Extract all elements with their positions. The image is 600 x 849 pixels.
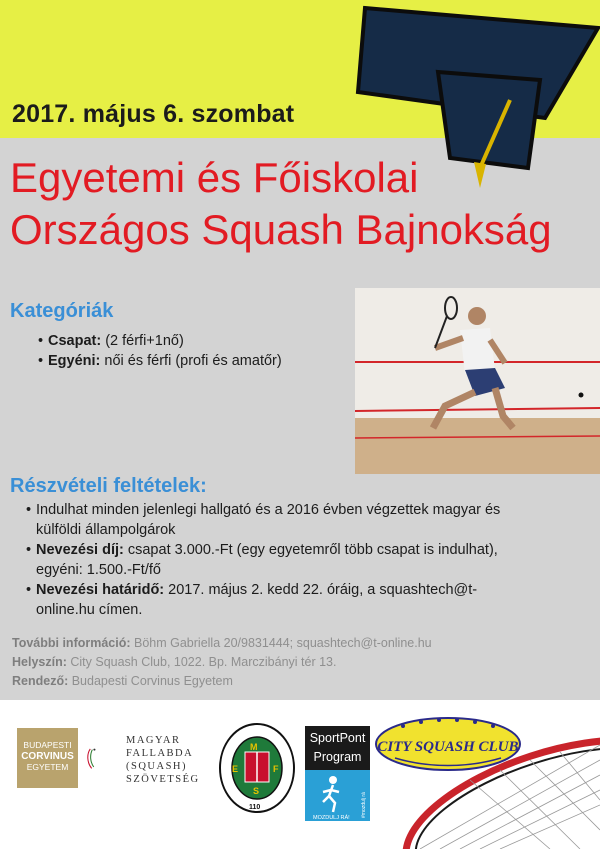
list-item: • Nevezési határidő: 2017. május 2. kedd 22. óráig, a squashtech@t-online.hu címen.	[26, 580, 526, 620]
sponsor-footer	[0, 700, 600, 849]
seal-letter-s: S	[253, 786, 260, 796]
categories-heading: Kategóriák	[10, 300, 114, 322]
city-club-text: CITY SQUASH CLUB	[377, 739, 519, 755]
mfsz-line-3: (SQUASH)	[126, 761, 188, 772]
corvinus-line-3: EGYETEM	[26, 762, 69, 772]
sportpont-line-2: Program	[313, 750, 362, 764]
running-figure-icon	[305, 770, 370, 821]
sportpont-hashtag: #mozdulj rá	[361, 792, 367, 818]
sportpont-title	[305, 726, 370, 770]
organizer-line: Rendező: Budapesti Corvinus Egyetem	[12, 674, 233, 688]
seal-number: 110	[249, 804, 261, 811]
venue-line: Helyszín: City Squash Club, 1022. Bp. Marczibányi tér 13.	[12, 655, 337, 669]
event-date: 2017. május 6. szombat	[12, 100, 295, 128]
title-line-1: Egyetemi és Főiskolai	[10, 154, 419, 201]
mfsz-line-1: MAGYAR	[126, 735, 181, 746]
seal-letter-e: E	[232, 764, 239, 774]
categories-list	[38, 331, 348, 371]
list-item: • Indulhat minden jelenlegi hallgató és a 2016 évben végzettek magyar és külföldi állampolgárok	[26, 500, 526, 540]
more-info-line: További információ: Böhm Gabriella 20/9831444; squashtech@t-online.hu	[12, 636, 432, 650]
corvinus-logo	[17, 728, 78, 788]
corvinus-line-2: CORVINUS	[21, 751, 74, 762]
corvinus-line-1: BUDAPESTI	[23, 740, 72, 750]
mfsz-logo-text	[126, 734, 200, 786]
mfsz-swoosh-icon	[84, 724, 124, 794]
sportpont-line-1: SportPont	[309, 731, 366, 745]
list-item: • Csapat: (2 férfi+1nő)	[38, 331, 348, 351]
squash-player-photo	[355, 288, 600, 474]
seal-letter-m: M	[250, 742, 258, 752]
city-squash-club-logo	[373, 714, 523, 776]
mfsz-line-2: FALLABDA	[126, 748, 194, 759]
sportpont-badge	[305, 770, 370, 821]
sportpont-logo	[305, 726, 370, 821]
mefs-seal-logo	[218, 722, 296, 814]
title-line-2: Országos Squash Bajnokság	[10, 206, 552, 253]
conditions-list	[26, 500, 526, 620]
sportpont-tag: MOZDULJ RÁ!	[313, 815, 350, 821]
list-item: • Egyéni: női és férfi (profi és amatőr)	[38, 351, 348, 371]
conditions-heading: Részvételi feltételek:	[10, 475, 207, 497]
seal-letter-f: F	[273, 764, 279, 774]
page-title	[10, 152, 600, 256]
mfsz-line-4: SZÖVETSÉG	[126, 774, 200, 785]
list-item: • Nevezési díj: csapat 3.000.-Ft (egy egyetemről több csapat is indulhat), egyéni: 1.500.-Ft/fő	[26, 540, 526, 580]
contact-info	[12, 634, 592, 691]
